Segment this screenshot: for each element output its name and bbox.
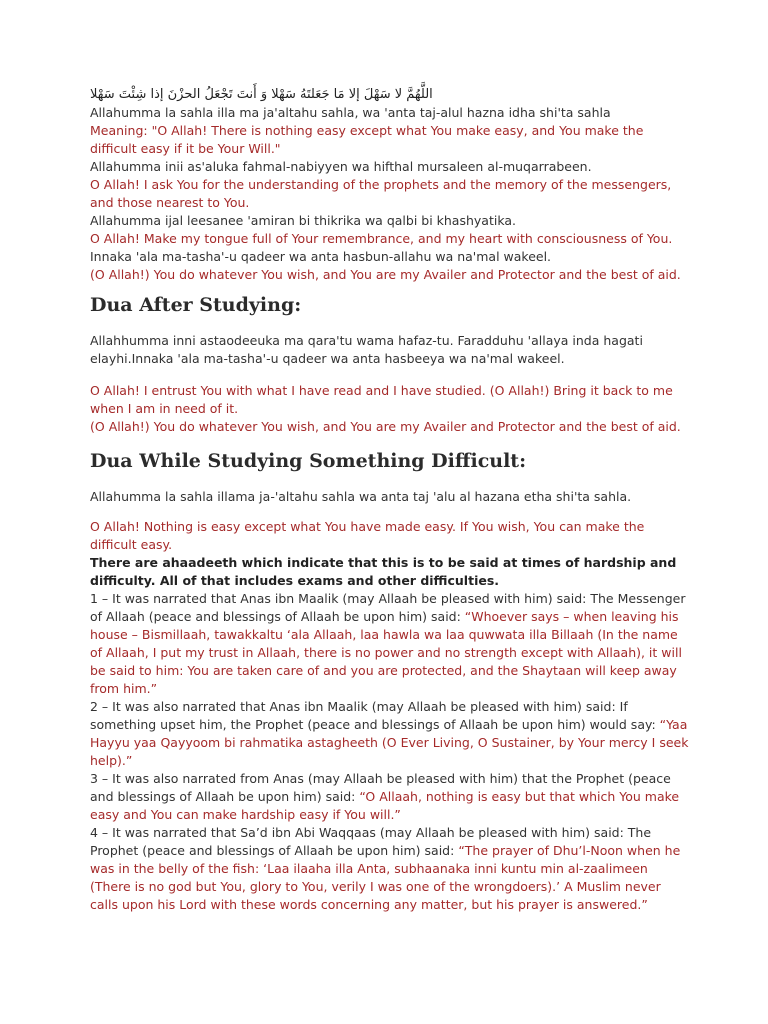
arabic-dua: اللَّهُمَّ لا سَهْلَ إلا مَا جَعَلتَهُ سَهْلا وَ أَنتَ تَجْعَلُ الحزْنَ إذا شِئْتَ سَهْلا [90, 87, 433, 102]
transliteration-line: Allahumma ijal leesanee 'amiran bi thikrika wa qalbi bi khashyatika. [90, 213, 516, 228]
transliteration-line: Allahumma inii as'aluka fahmal-nabiyyen wa hifthal mursaleen al-muqarrabeen. [90, 159, 592, 174]
hadith-quote: “Whoever says – when leaving his house – Bismillaah, tawakkaltu ‘ala Allaah, laa hawla wa laa quwwata illa Billaah (In the name of Allaah, I put my trust in Allaah, there is no power and no strength except with Allaah), it will be said to him: You are taken care of and you are protected, and the Shaytaan will keep away from him.” [90, 609, 682, 696]
hadith-quote: “O Allaah, nothing is easy but that which You make easy and You can make hardship easy if You will.” [90, 789, 680, 822]
transliteration-paragraph: Allahumma la sahla illama ja-'altahu sahla wa anta taj 'alu al hazana etha shi'ta sahla. [90, 489, 632, 504]
transliteration-paragraph: Allahhumma inni astaodeeuka ma qara'tu wama hafaz-tu. Faradduhu 'allaya inda hagati elayhi.Innaka 'ala ma-tasha'-u qadeer wa anta hasbeeya wa na'mal wakeel. [90, 333, 643, 366]
section-heading-after-studying: Dua After Studying: [90, 294, 302, 316]
transliteration-line: Allahumma la sahla illa ma ja'altahu sahla, wa 'anta taj-alul hazna idha shi'ta sahla [90, 105, 611, 120]
hadith-narration: 3 – It was also narrated from Anas (may Allaah be pleased with him) that the Prophet (peace and blessings of Allaah be upon him) said: [90, 771, 671, 804]
meaning-line: O Allah! Make my tongue full of Your remembrance, and my heart with consciousness of You. [90, 231, 673, 246]
section-heading-difficult: Dua While Studying Something Difficult: [90, 450, 527, 472]
transliteration-line: Innaka 'ala ma-tasha'-u qadeer wa anta hasbun-allahu wa na'mal wakeel. [90, 249, 552, 264]
hadith-narration: 4 – It was narrated that Sa’d ibn Abi Waqqaas (may Allaah be pleased with him) said: The Prophet (peace and blessings of Allaah be upon him) said: [90, 825, 652, 858]
hadith-quote: “Yaa Hayyu yaa Qayyoom bi rahmatika astagheeth (O Ever Living, O Sustainer, by Your mercy I seek help).” [90, 717, 689, 768]
hadith-paragraph [90, 824, 692, 914]
hadith-narration: 2 – It was also narrated that Anas ibn Maalik (may Allaah be pleased with him) said: If something upset him, the Prophet (peace and blessings of Allaah be upon him) would say: [90, 699, 660, 732]
hadith-paragraph [90, 770, 692, 824]
hadith-paragraph [90, 590, 692, 698]
hadith-paragraph [90, 698, 692, 770]
meaning-line: O Allah! Nothing is easy except what You have made easy. If You wish, You can make the difficult easy. [90, 519, 645, 552]
meaning-line: O Allah! I entrust You with what I have read and I have studied. (O Allah!) Bring it back to me when I am in need of it. [90, 383, 673, 416]
meaning-line: O Allah! I ask You for the understanding of the prophets and the memory of the messengers, and those nearest to You. [90, 177, 672, 210]
meaning-line: (O Allah!) You do whatever You wish, and You are my Availer and Protector and the best of aid. [90, 419, 681, 434]
meaning-line: (O Allah!) You do whatever You wish, and You are my Availer and Protector and the best of aid. [90, 267, 681, 282]
hadith-narration: 1 – It was narrated that Anas ibn Maalik (may Allaah be pleased with him) said: The Messenger of Allaah (peace and blessings of Allaah be upon him) said: [90, 591, 686, 624]
bold-note: There are ahaadeeth which indicate that this is to be said at times of hardship and difficulty. All of that includes exams and other difficulties. [90, 555, 677, 588]
hadith-quote: “The prayer of Dhu’l-Noon when he was in the belly of the fish: ‘Laa ilaaha illa Anta, subhaanaka inni kuntu min al-zaalimeen (There is no god but You, glory to You, verily I was one of the wrongdoers).’ A Muslim never calls upon his Lord with these words concerning any matter, but his prayer is answered.” [90, 843, 681, 912]
meaning-line: Meaning: "O Allah! There is nothing easy except what You make easy, and You make the difficult easy if it be Your Will." [90, 123, 644, 156]
